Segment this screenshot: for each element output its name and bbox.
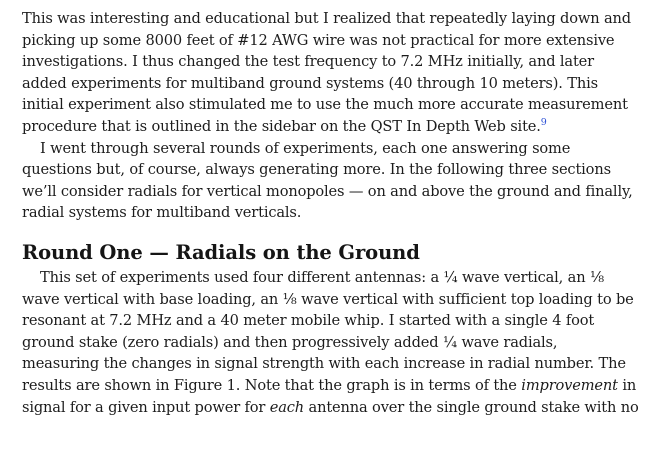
paragraph-line: questions but, of course, always generating more. In the following three sections: [22, 161, 611, 179]
paragraph-line: radial systems for multiband verticals.: [22, 204, 302, 222]
paragraph-3: [22, 267, 658, 418]
text-run: antenna over the single ground stake with no: [304, 398, 639, 416]
paragraph-line: picking up some 8000 feet of #12 AWG wire was not practical for more extensive: [22, 31, 615, 49]
paragraph-line-emphasis: [22, 397, 658, 419]
text-run: signal for a given input power for: [22, 398, 270, 416]
paragraph-line: This set of experiments used four different antennas: a ¼ wave vertical, an ⅛: [40, 268, 604, 286]
paragraph-line: procedure that is outlined in the sidebar on the QST In Depth Web site.: [22, 117, 541, 135]
paragraph-line: measuring the changes in signal strength with each increase in radial number. The: [22, 355, 626, 373]
footnote-link[interactable]: 9: [540, 116, 547, 128]
emphasis-text: each: [269, 398, 305, 416]
paragraph-line-with-footnote: [22, 116, 658, 138]
text-run: results are shown in Figure 1. Note that the graph is in terms of the: [22, 376, 522, 394]
paragraph-line: I went through several rounds of experiments, each one answering some: [40, 139, 571, 157]
paragraph-line: initial experiment also stimulated me to use the much more accurate measurement: [22, 96, 628, 114]
paragraph-1: [22, 8, 658, 138]
paragraph-line: ground stake (zero radials) and then progressively added ¼ wave radials,: [22, 333, 558, 351]
paragraph-line: investigations. I thus changed the test frequency to 7.2 MHz initially, and later: [22, 53, 594, 71]
paragraph-2: [22, 138, 658, 224]
article-body: [22, 8, 658, 418]
paragraph-line: we’ll consider radials for vertical monopoles — on and above the ground and finally,: [22, 182, 633, 200]
paragraph-line: added experiments for multiband ground systems (40 through 10 meters). This: [22, 74, 598, 92]
section-heading: Round One — Radials on the Ground: [22, 240, 420, 264]
paragraph-line: wave vertical with base loading, an ⅛ wave vertical with sufficient top loading to be: [22, 290, 634, 308]
paragraph-line-emphasis: [22, 375, 658, 397]
paragraph-line: resonant at 7.2 MHz and a 40 meter mobile whip. I started with a single 4 foot: [22, 312, 595, 330]
paragraph-line: This was interesting and educational but I realized that repeatedly laying down and: [22, 10, 631, 27]
emphasis-text: improvement: [521, 376, 618, 394]
text-run: in: [617, 376, 637, 394]
